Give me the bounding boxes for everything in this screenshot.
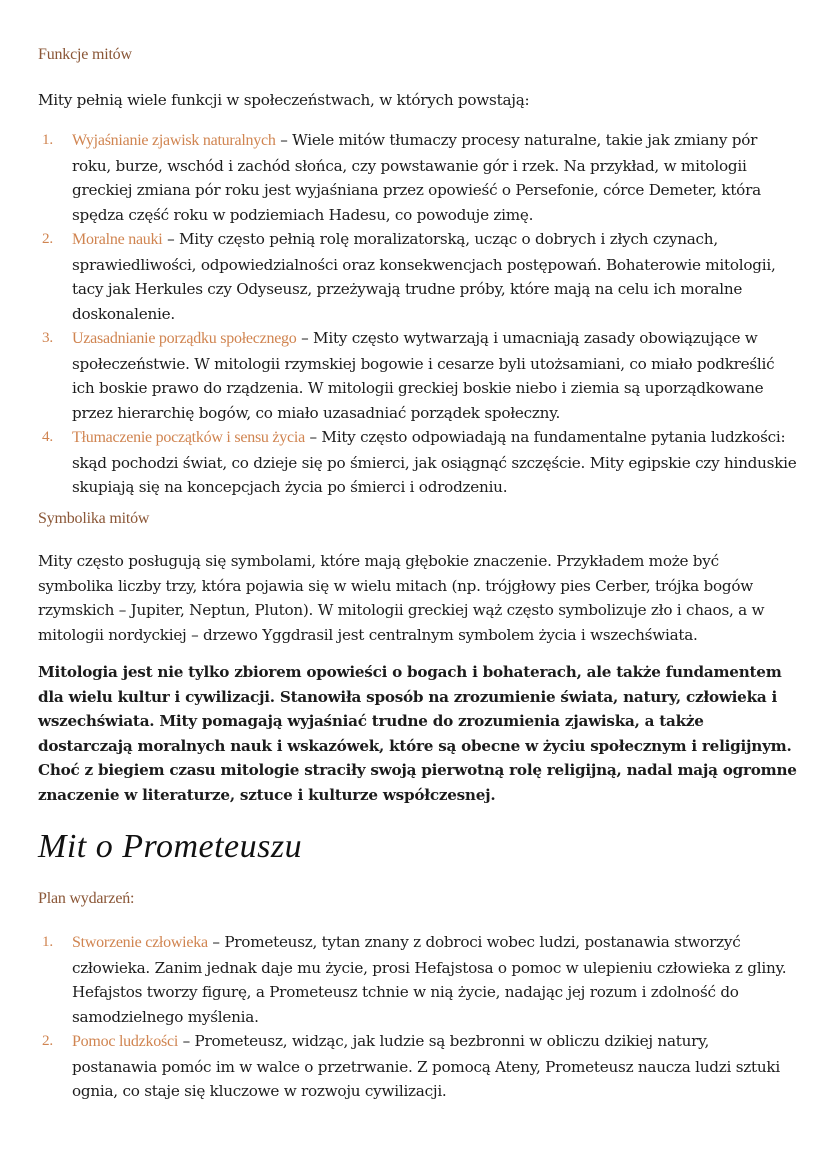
list-text: – Mity często odpowiadają na fundamentalne pytania ludzkości: skąd pochodzi świat, co dzieje się po śmierci, jak osiągnąć szczęście. Mity egipskie czy hinduskie skupiają się na koncepcjach życia po śmierci i odrodzeniu. xyxy=(72,428,797,496)
intro-paragraph: Mity pełnią wiele funkcji w społeczeństwach, w których powstają: xyxy=(38,91,530,109)
list-number: 2. xyxy=(42,230,53,247)
list-item xyxy=(38,227,798,326)
list-term: Uzasadnianie porządku społecznego xyxy=(72,330,297,347)
list-term: Wyjaśnianie zjawisk naturalnych xyxy=(72,132,276,149)
list-item xyxy=(38,425,798,500)
section-heading-symbolika: Symbolika mitów xyxy=(38,510,150,527)
summary-paragraph: Mitologia jest nie tylko zbiorem opowieści o bogach i bohaterach, ale także fundamentem dla wielu kultur i cywilizacji. Stanowiła sposób na zrozumienie świata, natury, człowieka i wszechświata. Mity pomagają wyjaśniać trudne do zrozumienia zjawiska, a także dostarczają moralnych nauk i wskazówek, które są obecne w życiu społecznym i religijnym. Choć z biegiem czasu mitologie straciły swoją pierwotną rolę religijną, nadal mają ogromne znaczenie w literaturze, sztuce i kulturze współczesnej. xyxy=(38,663,797,804)
list-item xyxy=(38,930,798,1029)
list-text: – Wiele mitów tłumaczy procesy naturalne, takie jak zmiany pór roku, burze, wschód i zachód słońca, czy powstawanie gór i rzek. Na przykład, w mitologii greckiej zmiana pór roku jest wyjaśniana przez opowieść o Persefonie, córce Demeter, która spędza część roku w podziemiach Hadesu, co powoduje zimę. xyxy=(72,131,761,224)
list-item xyxy=(38,326,798,425)
list-text: – Mity często pełnią rolę moralizatorską, ucząc o dobrych i złych czynach, sprawiedliwości, odpowiedzialności oraz konsekwencjach postępowań. Bohaterowie mitologii, tacy jak Herkules czy Odyseusz, przeżywają trudne próby, które mają na celu ich moralne doskonalenie. xyxy=(72,230,776,323)
list-number: 1. xyxy=(42,933,53,950)
prometheus-title: Mit o Prometeuszu xyxy=(38,828,303,865)
list-term: Pomoc ludzkości xyxy=(72,1033,179,1050)
list-text: – Mity często wytwarzają i umacniają zasady obowiązujące w społeczeństwie. W mitologii rzymskiej bogowie i cesarze byli utożsamiani, co miało podkreślić ich boskie prawo do rządzenia. W mitologii greckiej boskie niebo i ziemia są uporządkowane przez hierarchię bogów, co miało uzasadniać porządek społeczny. xyxy=(72,329,775,422)
list-term: Moralne nauki xyxy=(72,231,163,248)
list-number: 2. xyxy=(42,1032,53,1049)
list-text: – Prometeusz, widząc, jak ludzie są bezbronni w obliczu dzikiej natury, postanawia pomóc im w walce o przetrwanie. Z pomocą Ateny, Prometeusz naucza ludzi sztuki ognia, co staje się kluczowe w rozwoju cywilizacji. xyxy=(72,1032,780,1100)
list-item xyxy=(38,1029,798,1104)
list-text: – Prometeusz, tytan znany z dobroci wobec ludzi, postanawia stworzyć człowieka. Zanim jednak daje mu życie, prosi Hefajstosa o pomoc w ulepieniu człowieka z gliny. Hefajstos tworzy figurę, a Prometeusz tchnie w nią życie, nadając jej rozum i zdolność do samodzielnego myślenia. xyxy=(72,933,787,1026)
symbolism-paragraph: Mity często posługują się symbolami, które mają głębokie znaczenie. Przykładem może być symbolika liczby trzy, która pojawia się w wielu mitach (np. trójgłowy pies Cerber, trójka bogów rzymskich – Jupiter, Neptun, Pluton). W mitologii greckiej wąż często symbolizuje zło i chaos, a w mitologii nordyckiej – drzewo Yggdrasil jest centralnym symbolem życia i wszechświata. xyxy=(38,552,765,644)
list-number: 4. xyxy=(42,428,53,445)
list-number: 3. xyxy=(42,329,53,346)
section-heading-funkcje: Funkcje mitów xyxy=(38,46,132,63)
plan-heading: Plan wydarzeń: xyxy=(38,890,135,907)
list-term: Stworzenie człowieka xyxy=(72,934,208,951)
list-number: 1. xyxy=(42,131,53,148)
list-term: Tłumaczenie początków i sensu życia xyxy=(72,429,305,446)
list-item xyxy=(38,128,798,227)
plan-list xyxy=(38,930,798,1104)
functions-list xyxy=(38,128,798,500)
